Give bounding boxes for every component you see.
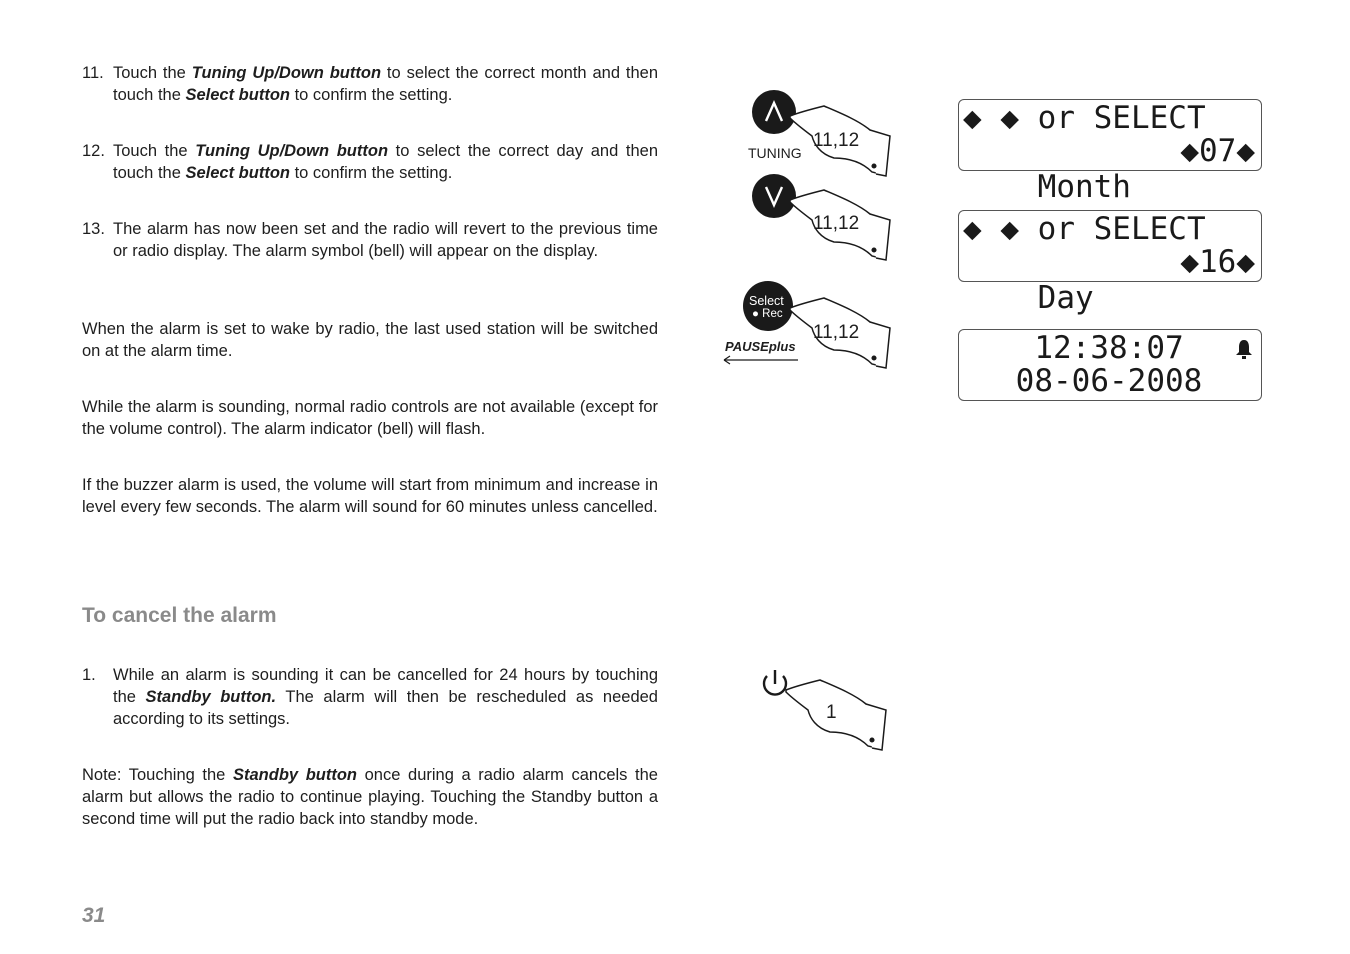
step-label-tuning-down: 11,12 xyxy=(813,213,860,234)
lcd-field-label: Day xyxy=(1037,280,1094,316)
bell-icon xyxy=(1235,338,1253,360)
lcd-field-value: ◆07◆ xyxy=(1180,133,1255,169)
cancel-step-1 xyxy=(82,664,658,730)
section-heading: To cancel the alarm xyxy=(82,604,277,627)
note-paragraph: Note: Touching the Standby button once during a radio alarm cancels the alarm but allows the radio to continue playing. Touching the Standby button a second time will put the radio back into standby mode. xyxy=(82,766,658,828)
tuning-down-button-icon xyxy=(752,174,796,218)
step-11 xyxy=(82,62,658,106)
power-icon xyxy=(764,670,786,695)
standby-step-label: 1 xyxy=(826,702,837,723)
select-illustration xyxy=(720,280,900,372)
page-number: 31 xyxy=(82,904,106,927)
lcd-line-2 xyxy=(963,133,1255,205)
step-label-tuning-up: 11,12 xyxy=(813,130,860,151)
tuning-down-illustration xyxy=(720,172,900,264)
lcd-field-label: Month xyxy=(1037,169,1131,205)
step-number: 13. xyxy=(82,220,105,238)
lcd-display-day xyxy=(958,210,1262,316)
step-12 xyxy=(82,140,658,184)
pause-plus-logo: PAUSEplus xyxy=(725,339,796,354)
select-button-label: Select xyxy=(749,294,784,308)
step-number: 11. xyxy=(82,64,104,82)
step-text: Touch the Tuning Up/Down button to select the correct month and then touch the Select button to confirm the setting. xyxy=(113,64,659,104)
step-number: 1. xyxy=(82,666,96,684)
lcd-line-1: ◆ ◆ or SELECT xyxy=(963,100,1206,136)
lcd-date: 08-06-2008 xyxy=(1015,363,1203,399)
tuning-up-illustration xyxy=(720,88,900,180)
paragraph-buzzer: If the buzzer alarm is used, the volume will start from minimum and increase in level every few seconds. The alarm will sound for 60 minutes unless cancelled. xyxy=(82,476,658,516)
step-label-select: 11,12 xyxy=(813,322,860,343)
step-number: 12. xyxy=(82,142,105,160)
tuning-label: TUNING xyxy=(748,145,802,161)
lcd-time: 12:38:07 xyxy=(1034,330,1184,366)
step-13 xyxy=(82,218,658,262)
lcd-display-month xyxy=(958,99,1262,205)
rec-label: ● Rec xyxy=(752,308,783,320)
lcd-line-1: ◆ ◆ or SELECT xyxy=(963,211,1206,247)
step-text: While an alarm is sounding it can be cancelled for 24 hours by touching the Standby button. The alarm will then be rescheduled as needed according to its settings. xyxy=(113,666,658,728)
tuning-up-button-icon xyxy=(752,90,796,134)
paragraph-wake-by-radio: When the alarm is set to wake by radio, the last used station will be switched on at the alarm time. xyxy=(82,320,658,360)
lcd-display-clock xyxy=(958,329,1262,401)
step-text: Touch the Tuning Up/Down button to select the correct day and then touch the Select button to confirm the setting. xyxy=(113,142,659,182)
standby-illustration xyxy=(730,664,900,756)
lcd-line-2 xyxy=(963,244,1255,316)
step-text: The alarm has now been set and the radio will revert to the previous time or radio display. The alarm symbol (bell) will appear on the display. xyxy=(113,220,658,260)
paragraph-alarm-sounding: While the alarm is sounding, normal radio controls are not available (except for the volume control). The alarm indicator (bell) will flash. xyxy=(82,398,658,438)
lcd-field-value: ◆16◆ xyxy=(1180,244,1255,280)
